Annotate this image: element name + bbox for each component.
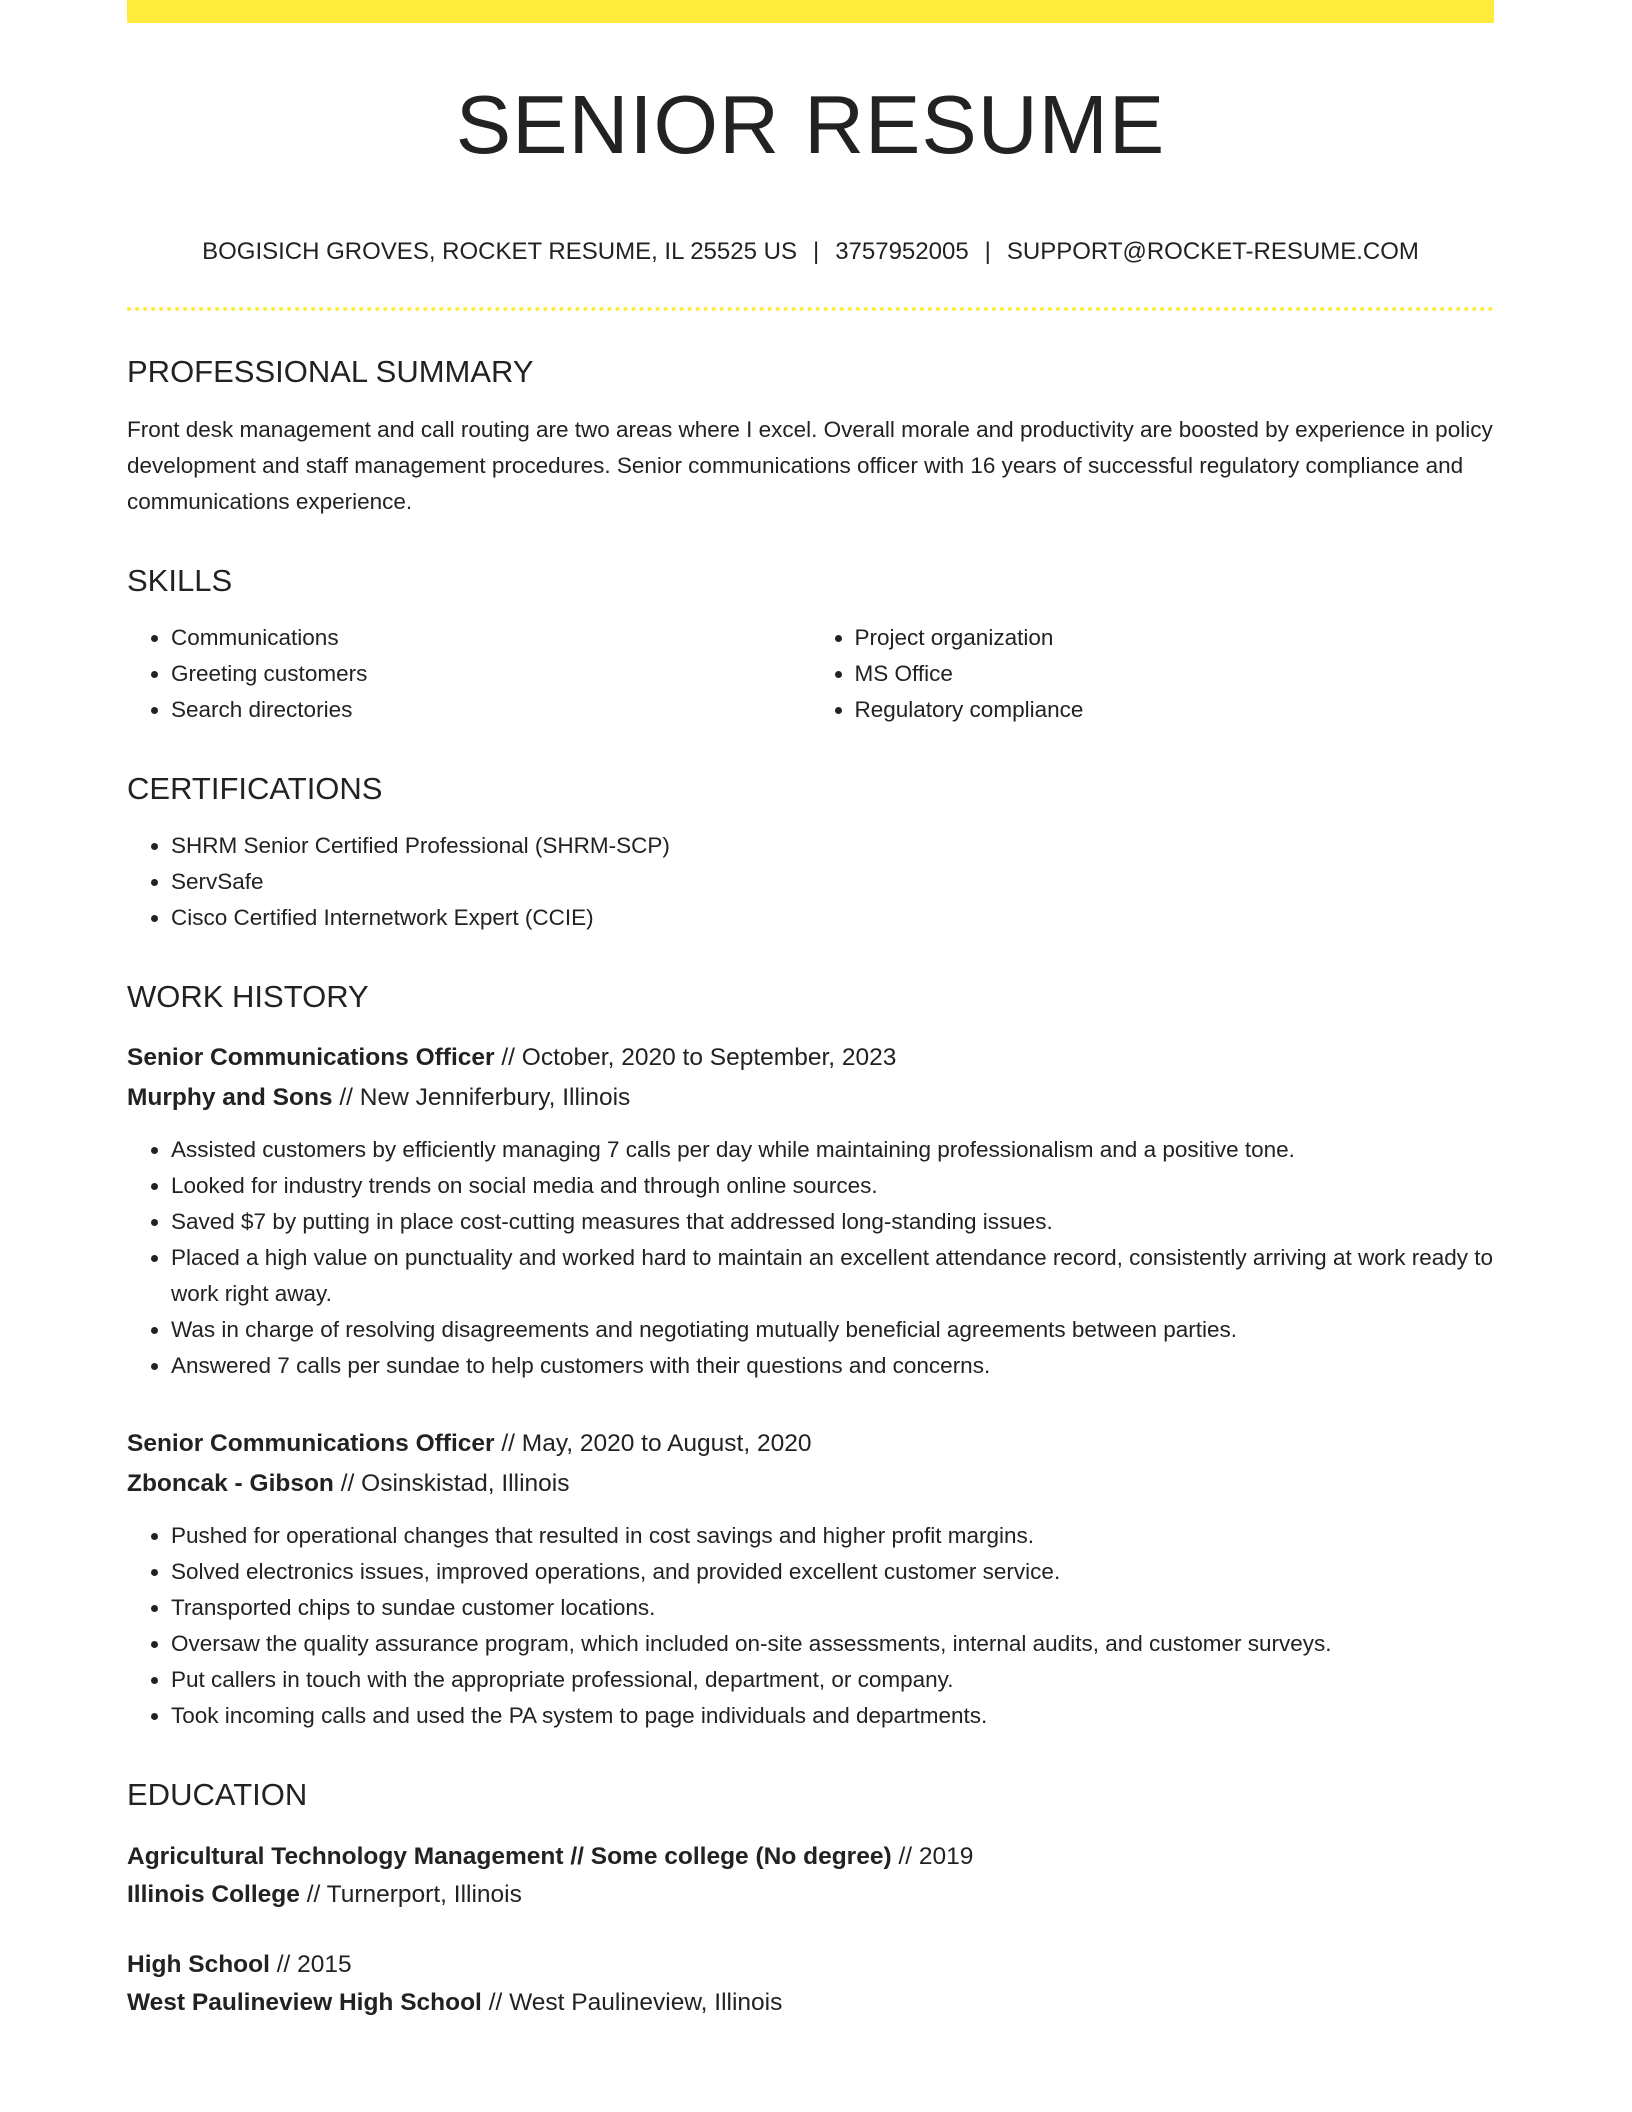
skill-item: • Regulatory compliance — [855, 692, 1495, 728]
contact-line — [127, 240, 1494, 264]
job-bullets — [127, 1518, 1494, 1734]
job-bullet: • Looked for industry trends on social media and through online sources. — [171, 1168, 1494, 1204]
job-entry — [127, 1038, 1494, 1384]
contact-address: BOGISICH GROVES, ROCKET RESUME, IL 25525 US — [202, 238, 797, 265]
job-bullet: • Transported chips to sundae customer locations. — [171, 1590, 1494, 1626]
job-title: Senior Communications Officer — [127, 1430, 495, 1457]
education-school: West Paulineview High School — [127, 1989, 482, 2016]
contact-separator: | — [984, 238, 991, 265]
skills-list-left — [127, 620, 811, 728]
job-bullet: • Was in charge of resolving disagreements and negotiating mutually beneficial agreements between parties. — [171, 1312, 1494, 1348]
education-entry — [127, 1946, 1494, 2022]
education-entry — [127, 1838, 1494, 1914]
education-year: // 2015 — [276, 1951, 352, 1978]
job-company: Zboncak - Gibson — [127, 1470, 334, 1497]
summary-heading: PROFESSIONAL SUMMARY — [127, 354, 534, 389]
job-bullet: • Took incoming calls and used the PA system to page individuals and departments. — [171, 1698, 1494, 1734]
job-bullet: • Solved electronics issues, improved operations, and provided excellent customer service. — [171, 1554, 1494, 1590]
education-year: // 2019 — [898, 1843, 974, 1870]
skill-item: • Project organization — [855, 620, 1495, 656]
education-degree: High School — [127, 1951, 270, 1978]
job-bullet: • Answered 7 calls per sundae to help customers with their questions and concerns. — [171, 1348, 1494, 1384]
certification-item: • Cisco Certified Internetwork Expert (CCIE) — [171, 900, 1494, 936]
job-entry — [127, 1424, 1494, 1734]
skills-list-right — [811, 620, 1495, 728]
resume-title: SENIOR RESUME — [455, 78, 1166, 171]
job-title: Senior Communications Officer — [127, 1044, 495, 1071]
education-location: // Turnerport, Illinois — [306, 1881, 522, 1908]
skills-columns — [127, 620, 1494, 728]
job-company-line — [127, 1078, 1494, 1118]
certification-item: • SHRM Senior Certified Professional (SHRM-SCP) — [171, 828, 1494, 864]
skill-item: • MS Office — [855, 656, 1495, 692]
certifications-list — [127, 828, 1494, 936]
contact-separator: | — [812, 238, 820, 265]
job-bullets — [127, 1132, 1494, 1384]
job-bullet: • Placed a high value on punctuality and worked hard to maintain an excellent attendance record, consistently arriving at work ready to work right away. — [171, 1240, 1494, 1312]
job-dates: // May, 2020 to August, 2020 — [501, 1430, 812, 1457]
job-bullet: • Assisted customers by efficiently managing 7 calls per day while maintaining professionalism and a positive tone. — [171, 1132, 1494, 1168]
job-company-line — [127, 1464, 1494, 1504]
job-bullet: • Pushed for operational changes that resulted in cost savings and higher profit margins. — [171, 1518, 1494, 1554]
education-location: // West Paulineview, Illinois — [488, 1989, 783, 2016]
job-location: // Osinskistad, Illinois — [340, 1470, 570, 1497]
skill-item: • Communications — [171, 620, 811, 656]
work-history-section — [127, 981, 1494, 1734]
contact-email: SUPPORT@ROCKET-RESUME.COM — [1006, 238, 1419, 265]
education-section — [127, 1779, 1494, 2022]
education-degree-line — [127, 1946, 1494, 1984]
job-company: Murphy and Sons — [127, 1084, 333, 1111]
education-degree-line — [127, 1838, 1494, 1876]
header-divider — [127, 307, 1494, 311]
job-bullet: • Saved $7 by putting in place cost-cutting measures that addressed long-standing issues. — [171, 1204, 1494, 1240]
job-dates: // October, 2020 to September, 2023 — [501, 1044, 897, 1071]
education-school-line — [127, 1984, 1494, 2022]
education-school-line — [127, 1876, 1494, 1914]
job-bullet: • Put callers in touch with the appropriate professional, department, or company. — [171, 1662, 1494, 1698]
job-title-line — [127, 1424, 1494, 1464]
summary-section — [127, 356, 1494, 520]
education-school: Illinois College — [127, 1881, 300, 1908]
job-location: // New Jenniferbury, Illinois — [339, 1084, 631, 1111]
contact-phone: 3757952005 — [835, 238, 969, 265]
certification-item: • ServSafe — [171, 864, 1494, 900]
top-accent-bar — [127, 0, 1494, 23]
skill-item: • Greeting customers — [171, 656, 811, 692]
education-heading: EDUCATION — [127, 1777, 308, 1812]
skills-heading: SKILLS — [127, 563, 233, 598]
work-history-heading: WORK HISTORY — [127, 979, 369, 1014]
certifications-heading: CERTIFICATIONS — [127, 771, 383, 806]
skills-section — [127, 565, 1494, 728]
job-bullet: • Oversaw the quality assurance program, which included on-site assessments, internal audits, and customer surveys. — [171, 1626, 1494, 1662]
education-degree: Agricultural Technology Management // Some college (No degree) — [127, 1843, 892, 1870]
job-title-line — [127, 1038, 1494, 1078]
summary-text: Front desk management and call routing are two areas where I excel. Overall morale and productivity are boosted by experience in policy development and staff management procedures. Senior communications officer with 16 years of successful regulatory compliance and communications experience. — [127, 417, 1493, 514]
certifications-section — [127, 773, 1494, 936]
resume-content — [127, 23, 1494, 2022]
skill-item: • Search directories — [171, 692, 811, 728]
